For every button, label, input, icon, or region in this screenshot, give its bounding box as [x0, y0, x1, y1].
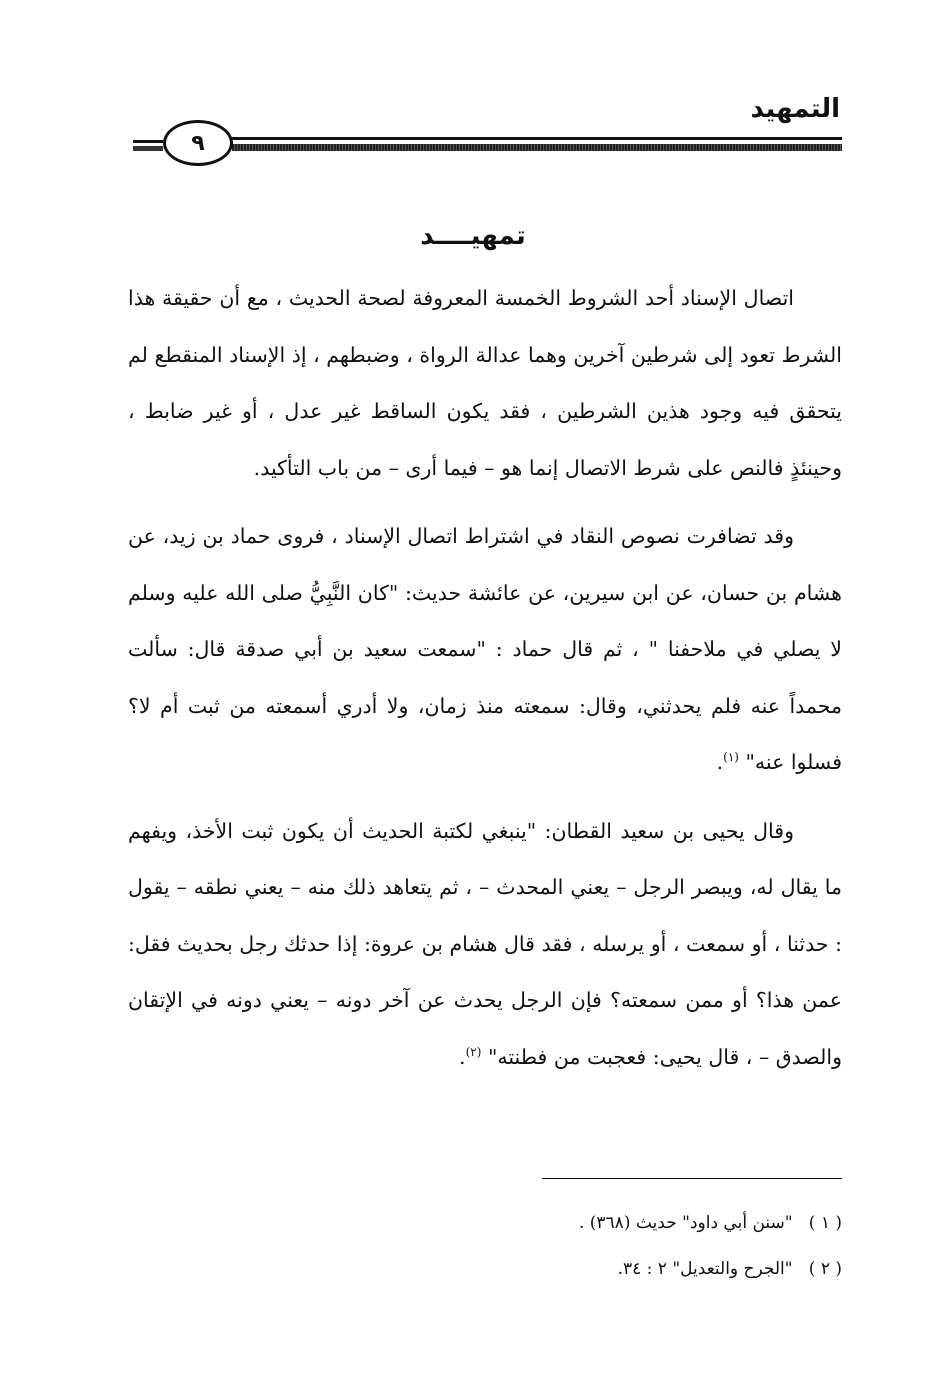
- footnote-number: ( ٢ ): [808, 1259, 842, 1279]
- paragraph-1-text: اتصال الإسناد أحد الشروط الخمسة المعروفة لصحة الحديث ، مع أن حقيقة هذا الشرط تعود إلى شرطين آخرين وهما عدالة الرواة ، وضبطهم ، إذ الإسناد المنقطع لم يتحقق فيه وجود هذين الشرطين ، فقد يكون الساقط غير عدل ، أو غير ضابط ، وحينئذٍ فالنص على شرط الاتصال إنما هو – فيما أرى – من باب التأكيد.: [128, 286, 842, 480]
- footnotes: [300, 1200, 842, 1292]
- paragraph-2: [128, 508, 842, 791]
- paragraph-3: [128, 803, 842, 1086]
- paragraph-1: [128, 270, 842, 496]
- header-rule: [232, 137, 842, 153]
- paragraph-2-text: وقد تضافرت نصوص النقاد في اشتراط اتصال الإسناد ، فروى حماد بن زيد، عن هشام بن حسان، عن ابن سيرين، عن عائشة حديث: "كان النَّبِيُّ صلى الله عليه وسلم لا يصلي في ملاحفنا " ، ثم قال حماد : "سمعت سعيد بن أبي صدقة قال: سألت محمداً عنه فلم يحدثني، وقال: سمعته منذ زمان، ولا أدري أسمعته من ثبت أم لا؟ فسلوا عنه": [128, 524, 842, 774]
- footnote-ref-2: (٢): [465, 1044, 482, 1059]
- footnote-text: "سنن أبي داود" حديث (٣٦٨) .: [578, 1213, 793, 1233]
- section-title: تمهيــــد: [420, 221, 526, 251]
- paragraph-3-text: وقال يحيى بن سعيد القطان: "ينبغي لكتبة الحديث أن يكون ثبت الأخذ، ويفهم ما يقال له، ويبصر الرجل – يعني المحدث – ، ثم يتعاهد ذلك منه – يعني نطقه – يقول : حدثنا ، أو سمعت ، أو يرسله ، فقد قال هشام بن عروة: إذا حدثك رجل بحديث فقل: عمن هذا؟ أو ممن سمعته؟ فإن الرجل يحدث عن آخر دونه – يعني دونه في الإتقان والصدق – ، قال يحيى: فعجبت من فطنته": [128, 818, 842, 1069]
- header-rule-left-segment: [133, 140, 163, 152]
- page-number: ٩: [191, 130, 205, 156]
- header-rule-thin: [232, 137, 842, 140]
- header-rule-thick: [232, 144, 842, 151]
- running-header-title: التمهيد: [750, 94, 840, 124]
- page-number-badge: [163, 120, 233, 166]
- paragraph-2-end: .: [716, 750, 724, 774]
- footnote-2: [300, 1246, 842, 1292]
- paragraph-3-end: .: [459, 1044, 466, 1069]
- footnote-text: "الجرح والتعديل" ٢ : ٣٤.: [617, 1259, 793, 1279]
- footnote-number: ( ١ ): [808, 1213, 842, 1233]
- footnote-1: [300, 1200, 842, 1246]
- footnote-separator: [542, 1178, 842, 1179]
- footnote-ref-1: (١): [723, 750, 739, 765]
- body-text: [128, 270, 842, 1097]
